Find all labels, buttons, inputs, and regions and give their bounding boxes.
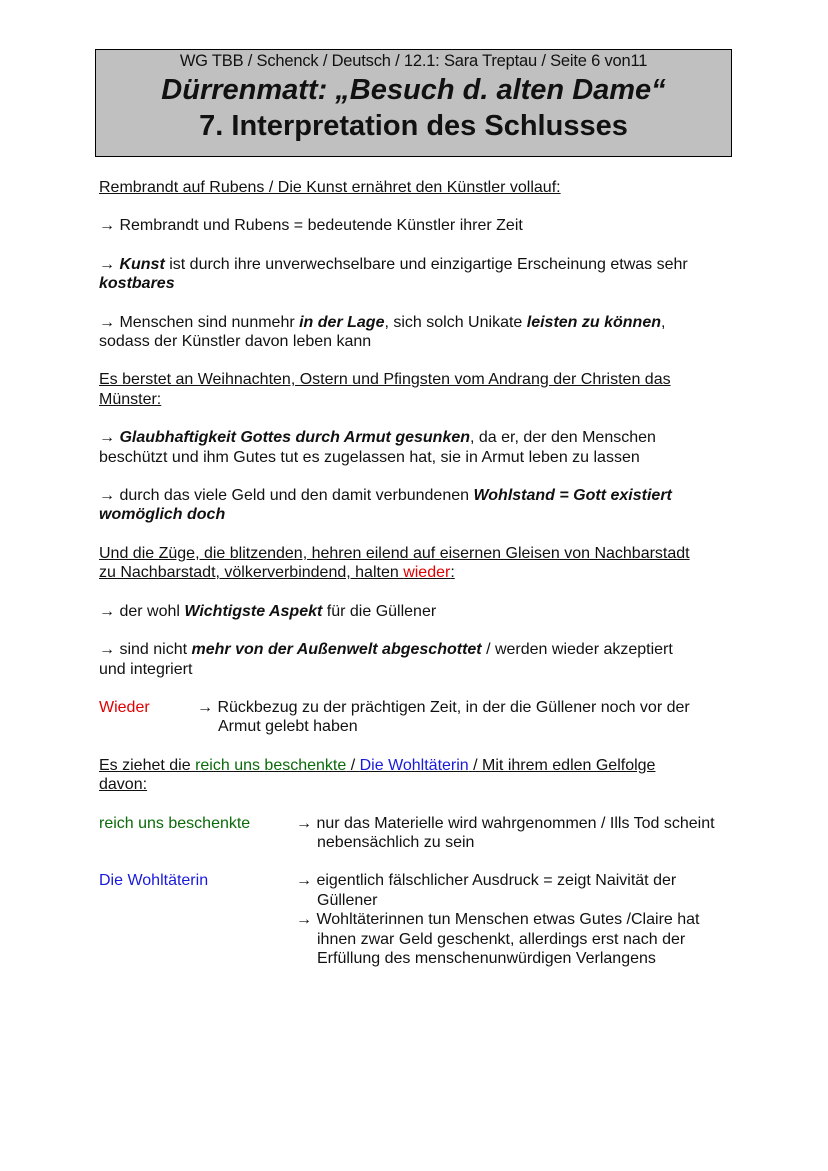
emphasis: in der Lage <box>299 313 385 331</box>
arrow-icon: → <box>99 641 115 659</box>
arrow-icon: → <box>296 872 312 890</box>
heading-green: reich uns beschenkte <box>195 756 347 774</box>
heading-line: / Mit ihrem edlen Gelfolge <box>468 756 656 774</box>
arrow-icon: → <box>296 911 312 929</box>
term-die-wohltaeterin: Die Wohltäterin <box>99 872 209 890</box>
emphasis: Kunst <box>119 255 165 273</box>
definition-line <box>296 910 739 968</box>
text: , <box>661 313 666 331</box>
emphasis: Glaubhaftigkeit Gottes durch Armut gesunken <box>119 429 471 447</box>
heading-line: / <box>346 756 360 774</box>
text: / werden wieder akzeptiert <box>481 641 673 659</box>
section-title: 7. Interpretation des Schlusses <box>199 110 628 142</box>
text: sodass der Künstler davon leben kann <box>99 333 372 351</box>
paragraph-wichtigste-aspekt <box>99 602 739 621</box>
term-row-reich <box>99 814 739 853</box>
heading-line: Es berstet an Weihnachten, Ostern und Pfingsten vom Andrang der Christen das <box>99 371 671 389</box>
arrow-icon: → <box>99 255 115 273</box>
heading-line: Und die Züge, die blitzenden, hehren eilend auf eisernen Gleisen von Nachbarstadt <box>99 544 690 562</box>
text: Menschen sind nunmehr <box>119 313 300 331</box>
emphasis: Wichtigste Aspekt <box>184 602 323 620</box>
text: durch das viele Geld und den damit verbundenen <box>119 487 474 505</box>
text: , da er, der den Menschen <box>470 429 656 447</box>
paragraph-aussenwelt <box>99 640 739 679</box>
paragraph-wohlstand <box>99 486 739 525</box>
text: nur das Materielle wird wahrgenommen / Ills Tod scheint nebensächlich zu sein <box>316 814 715 851</box>
term-definition <box>197 698 739 737</box>
text: Rückbezug zu der prächtigen Zeit, in der die Güllener noch vor der <box>217 698 690 716</box>
emphasis: mehr von der Außenwelt abgeschottet <box>191 641 482 659</box>
text: eigentlich fälschlicher Ausdruck = zeigt Naivität der Güllener <box>316 872 677 909</box>
heading-line: : <box>450 564 455 582</box>
definition-line <box>296 814 739 853</box>
section-heading-wohltaeterin <box>99 756 739 795</box>
text: ist durch ihre unverwechselbare und einzigartige Erscheinung etwas sehr <box>164 255 688 273</box>
arrow-icon: → <box>99 429 115 447</box>
document-body <box>99 178 739 987</box>
term-wieder: Wieder <box>99 698 150 716</box>
definition-line <box>296 871 739 910</box>
text: für die Güllener <box>322 602 437 620</box>
arrow-icon: → <box>296 814 312 832</box>
text: und integriert <box>99 660 193 678</box>
header-box <box>95 49 732 157</box>
arrow-icon: → <box>99 602 115 620</box>
paragraph-kunst <box>99 255 739 294</box>
paragraph-menschen <box>99 313 739 352</box>
heading-blue: Die Wohltäterin <box>359 756 469 774</box>
document-title: Dürrenmatt: „Besuch d. alten Dame“ <box>161 74 666 106</box>
heading-line: Es ziehet die <box>99 756 196 774</box>
arrow-icon: → <box>99 313 115 331</box>
arrow-icon: → <box>99 487 115 505</box>
text: Rembrandt und Rubens = bedeutende Künstler ihrer Zeit <box>119 217 523 235</box>
text: Armut gelebt haben <box>218 718 358 736</box>
heading-highlight: wieder <box>403 564 451 582</box>
text: Wohltäterinnen tun Menschen etwas Gutes /Claire hat ihnen zwar Geld geschenkt, allerdings erst nach der Erfüllung des menschenunwürdigen Verlangens <box>316 911 700 967</box>
heading-line: davon: <box>99 776 148 794</box>
text: beschützt und ihm Gutes tut es zugelassen hat, sie in Armut leben zu lassen <box>99 448 640 466</box>
emphasis: kostbares <box>99 275 175 293</box>
section-heading-rembrandt: Rembrandt auf Rubens / Die Kunst ernähret den Künstler vollauf: <box>99 179 561 196</box>
definition-line <box>197 698 739 737</box>
paragraph-glaubhaftigkeit <box>99 428 739 467</box>
emphasis: leisten zu können <box>526 313 661 331</box>
term-row-wieder <box>99 698 739 737</box>
arrow-icon: → <box>197 698 213 716</box>
text: sind nicht <box>119 641 192 659</box>
term-row-wohltaeterin <box>99 871 739 968</box>
emphasis: womöglich doch <box>99 506 226 524</box>
text: , sich solch Unikate <box>384 313 527 331</box>
term-definition <box>296 871 739 968</box>
section-heading-zuege <box>99 544 739 583</box>
paragraph-rembrandt-rubens <box>99 216 739 235</box>
term-definition <box>296 814 739 853</box>
text: der wohl <box>119 602 185 620</box>
heading-line: Münster: <box>99 390 162 408</box>
heading-line: zu Nachbarstadt, völkerverbindend, halten <box>99 564 404 582</box>
term-reich-uns-beschenkte: reich uns beschenkte <box>99 814 251 832</box>
emphasis: Wohlstand = Gott existiert <box>473 487 672 505</box>
section-heading-muenster <box>99 370 739 409</box>
header-meta: WG TBB / Schenck / Deutsch / 12.1: Sara Treptau / Seite 6 von11 <box>179 52 648 70</box>
arrow-icon: → <box>99 217 115 235</box>
